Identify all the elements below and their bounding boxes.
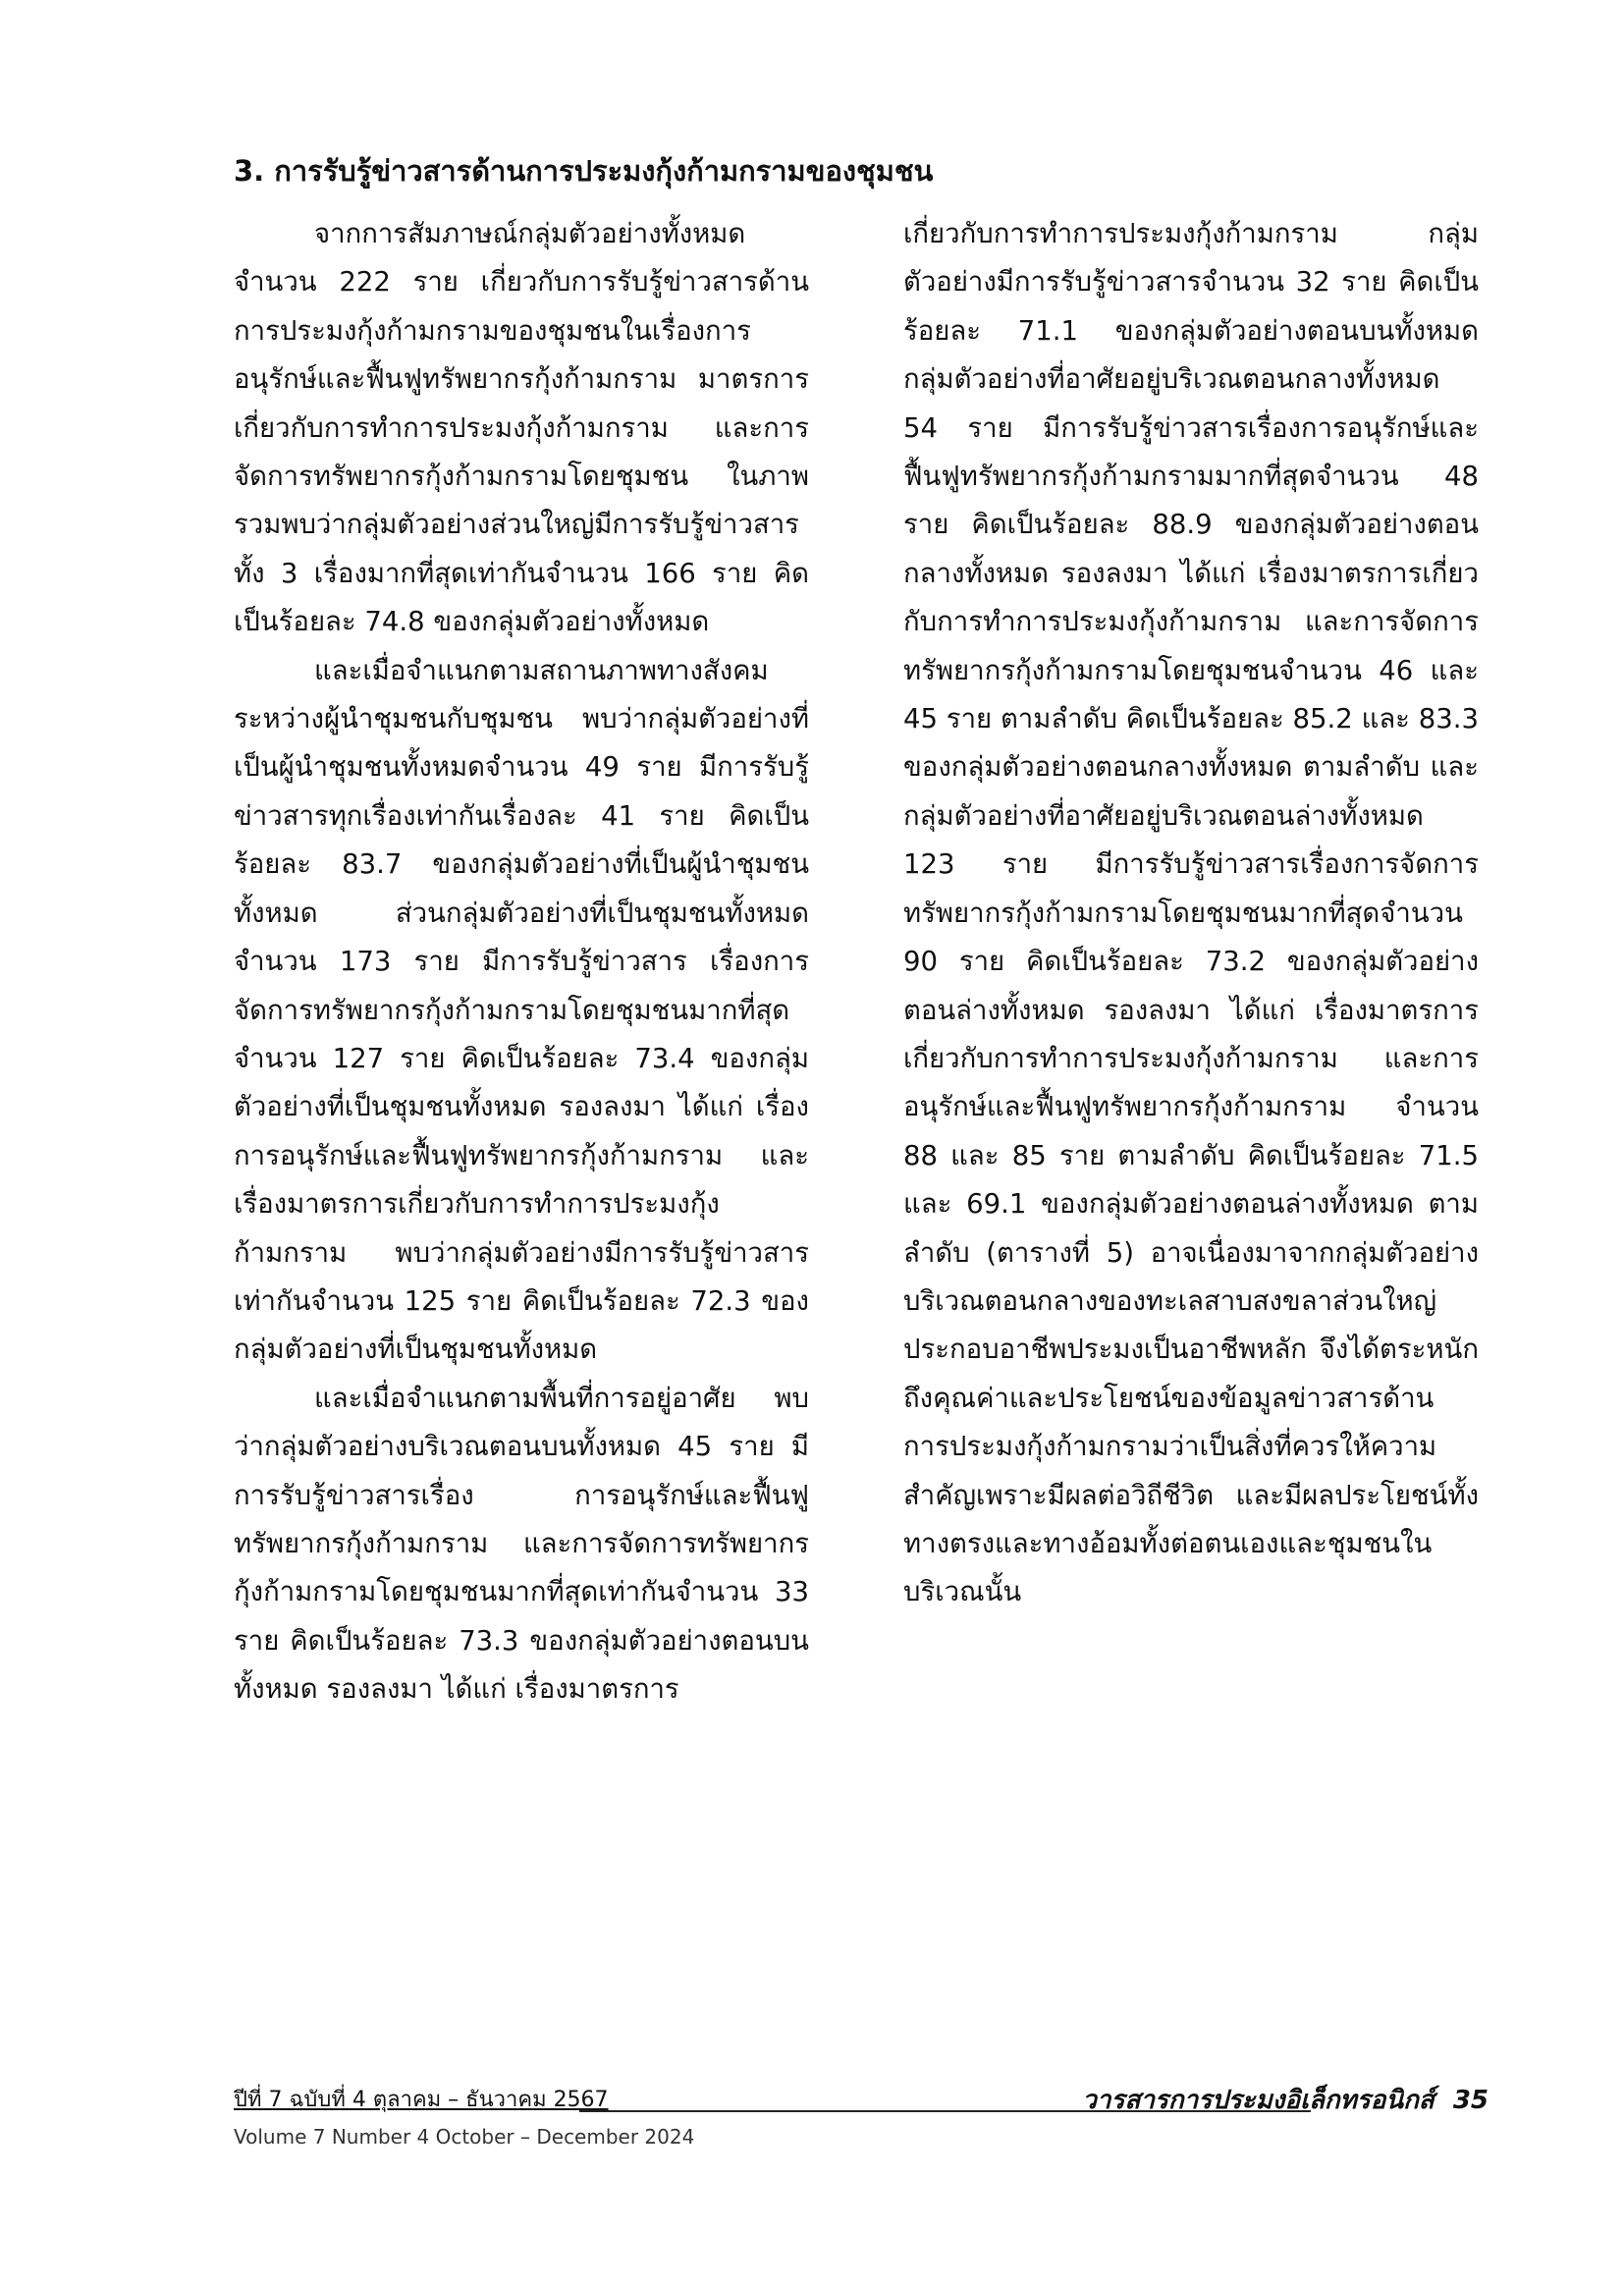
paragraph-social-status: และเมื่อจำแนกตามสถานภาพทางสังคมระหว่างผู้นำชุมชนกับชุมชน พบว่ากลุ่มตัวอย่างที่เป็นผู้นำชุมชนทั้งหมดจำนวน 49 ราย มีการรับรู้ข่าวสารทุกเรื่องเท่ากันเรื่องละ 41 ราย คิดเป็นร้อยละ 83.7 ของกลุ่มตัวอย่างที่เป็นผู้นำชุมชนทั้งหมด ส่วนกลุ่มตัวอย่างที่เป็นชุมชนทั้งหมดจำนวน 173 ราย มีการรับรู้ข่าวสาร เรื่องการจัดการทรัพยากรกุ้งก้ามกรามโดยชุมชนมากที่สุดจำนวน 127 ราย คิดเป็นร้อยละ 73.4 ของกลุ่มตัวอย่างที่เป็นชุมชนทั้งหมด รองลงมา ได้แก่ เรื่องการอนุรักษ์และฟื้นฟูทรัพยากรกุ้งก้ามกราม และเรื่องมาตรการเกี่ยวกับการทำการประมงกุ้งก้ามกราม พบว่ากลุ่มตัวอย่างมีการรับรู้ข่าวสารเท่ากันจำนวน 125 ราย คิดเป็นร้อยละ 72.3 ของกลุ่มตัวอย่างที่เป็นชุมชนทั้งหมด	[234, 654, 809, 1366]
page-number: 35	[1452, 2086, 1489, 2115]
footer-journal-title	[1082, 2084, 1489, 2117]
right-column	[903, 210, 1479, 1617]
paragraph-overview: จากการสัมภาษณ์กลุ่มตัวอย่างทั้งหมด จำนวน 222 ราย เกี่ยวกับการรับรู้ข่าวสารด้านการประมงกุ้งก้ามกรามของชุมชนในเรื่องการอนุรักษ์และฟื้นฟูทรัพยากรกุ้งก้ามกราม มาตรการเกี่ยวกับการทำการประมงกุ้งก้ามกราม และการจัดการทรัพยากรกุ้งก้ามกรามโดยชุมชน ในภาพรวมพบว่ากลุ่มตัวอย่างส่วนใหญ่มีการรับรู้ข่าวสารทั้ง 3 เรื่องมากที่สุดเท่ากันจำนวน 166 ราย คิดเป็นร้อยละ 74.8 ของกลุ่มตัวอย่างทั้งหมด	[234, 218, 809, 638]
page-footer	[234, 2086, 1500, 2164]
left-column	[234, 210, 809, 1714]
paragraph-residence-area: และเมื่อจำแนกตามพื้นที่การอยู่อาศัย พบว่ากลุ่มตัวอย่างบริเวณตอนบนทั้งหมด 45 ราย มีการรับรู้ข่าวสารเรื่อง การอนุรักษ์และฟื้นฟูทรัพยากรกุ้งก้ามกราม และการจัดการทรัพยากรกุ้งก้ามกรามโดยชุมชนมากที่สุดเท่ากันจำนวน 33 ราย คิดเป็นร้อยละ 73.3 ของกลุ่มตัวอย่างตอนบนทั้งหมด รองลงมา ได้แก่ เรื่องมาตรการ	[234, 1382, 809, 1706]
journal-name: วารสารการประมงอิเล็กทรอนิกส์	[1082, 2086, 1435, 2115]
footer-issue-thai: ปีที่ 7 ฉบับที่ 4 ตุลาคม – ธันวาคม 2567	[234, 2088, 609, 2112]
footer-issue-english: Volume 7 Number 4 October – December 2024	[234, 2125, 695, 2149]
paragraph-residence-area-continued: เกี่ยวกับการทำการประมงกุ้งก้ามกราม กลุ่มตัวอย่างมีการรับรู้ข่าวสารจำนวน 32 ราย คิดเป็นร้อยละ 71.1 ของกลุ่มตัวอย่างตอนบนทั้งหมด กลุ่มตัวอย่างที่อาศัยอยู่บริเวณตอนกลางทั้งหมด 54 ราย มีการรับรู้ข่าวสารเรื่องการอนุรักษ์และฟื้นฟูทรัพยากรกุ้งก้ามกรามมากที่สุดจำนวน 48 ราย คิดเป็นร้อยละ 88.9 ของกลุ่มตัวอย่างตอนกลางทั้งหมด รองลงมา ได้แก่ เรื่องมาตรการเกี่ยวกับการทำการประมงกุ้งก้ามกราม และการจัดการทรัพยากรกุ้งก้ามกรามโดยชุมชนจำนวน 46 และ 45 ราย ตามลำดับ คิดเป็นร้อยละ 85.2 และ 83.3 ของกลุ่มตัวอย่างตอนกลางทั้งหมด ตามลำดับ และกลุ่มตัวอย่างที่อาศัยอยู่บริเวณตอนล่างทั้งหมด 123 ราย มีการรับรู้ข่าวสารเรื่องการจัดการทรัพยากรกุ้งก้ามกรามโดยชุมชนมากที่สุดจำนวน 90 ราย คิดเป็นร้อยละ 73.2 ของกลุ่มตัวอย่างตอนล่างทั้งหมด รองลงมา ได้แก่ เรื่องมาตรการเกี่ยวกับการทำการประมงกุ้งก้ามกราม และการอนุรักษ์และฟื้นฟูทรัพยากรกุ้งก้ามกราม จำนวน 88 และ 85 ราย ตามลำดับ คิดเป็นร้อยละ 71.5 และ 69.1 ของกลุ่มตัวอย่างตอนล่างทั้งหมด ตามลำดับ (ตารางที่ 5) อาจเนื่องมาจากกลุ่มตัวอย่างบริเวณตอนกลางของทะเลสาบสงขลาส่วนใหญ่ประกอบอาชีพประมงเป็นอาชีพหลัก จึงได้ตระหนักถึงคุณค่าและประโยชน์ของข้อมูลข่าวสารด้านการประมงกุ้งก้ามกรามว่าเป็นสิ่งที่ควรให้ความสำคัญเพราะมีผลต่อวิถีชีวิต และมีผลประโยชน์ทั้งทางตรงและทางอ้อมทั้งต่อตนเองและชุมชนในบริเวณนั้น	[903, 218, 1479, 1608]
section-heading: 3. การรับรู้ข่าวสารด้านการประมงกุ้งก้ามกรามของชุมชน	[234, 154, 934, 188]
